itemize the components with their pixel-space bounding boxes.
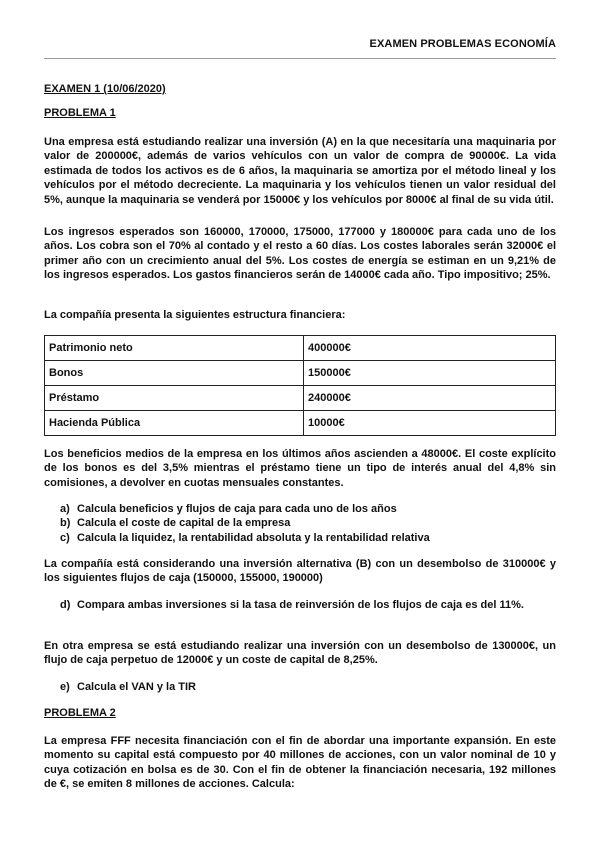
question-list-d <box>60 598 556 612</box>
problema-1-paragraph-4: Los beneficios medios de la empresa en los últimos años ascienden a 48000€. El coste explícito de los bonos es del 3,5% mientras el préstamo tiene un tipo de interés anual del 4,8% sin comisiones, a devolver en cuotas mensuales constantes. <box>44 448 556 489</box>
question-list-abc <box>60 502 556 545</box>
table-row <box>45 386 556 411</box>
problema-1-paragraph-3: La compañía presenta la siguientes estructura financiera: <box>44 309 346 321</box>
table-cell-value: 10000€ <box>304 411 556 436</box>
exam-title: EXAMEN 1 (10/06/2020) <box>44 83 166 95</box>
table-cell-value: 400000€ <box>304 336 556 361</box>
list-item-text: Calcula la liquidez, la rentabilidad absoluta y la rentabilidad relativa <box>77 531 430 544</box>
list-item <box>60 680 556 694</box>
table-row <box>45 411 556 436</box>
list-item <box>60 598 556 612</box>
problema-1-paragraph-5: La compañía está considerando una inversión alternativa (B) con un desembolso de 310000€ y los siguientes flujos de caja (150000, 155000, 190000) <box>44 558 556 585</box>
list-item-marker: a) <box>60 503 70 515</box>
list-item-text: Calcula el coste de capital de la empresa <box>77 517 291 530</box>
list-item-text: Calcula el VAN y la TIR <box>77 681 197 693</box>
problema-1-paragraph-1: Una empresa está estudiando realizar una inversión (A) en la que necesitaría una maquinaria por valor de 200000€, además de varios vehículos con un valor de compra de 90000€. La vida estimada de todos los activos es de 6 años, la maquinaria se amortiza por el método lineal y los vehículos por el método decreciente. La maquinaria y los vehículos tienen un valor residual del 5%, aunque la maquinaria se venderá por 15000€ y los vehículos por 8000€ al final de su vida útil. <box>44 136 556 206</box>
table-cell-label: Hacienda Pública <box>45 411 304 436</box>
table-row <box>45 336 556 361</box>
list-item-marker: e) <box>60 681 70 693</box>
table-cell-label: Bonos <box>45 361 304 386</box>
problema-1-paragraph-2: Los ingresos esperados son 160000, 170000, 175000, 177000 y 180000€ para cada uno de los años. Los cobra son el 70% al contado y el resto a 60 días. Los costes laborales serán 32000€ el primer año con un crecimiento anual del 5%. Los costes de energía se estiman en un 9,21% de los ingresos esperados. Los gastos financieros serán de 14000€ cada año. Tipo impositivo; 25%. <box>44 226 556 282</box>
list-item-marker: b) <box>60 517 71 530</box>
table-row <box>45 361 556 386</box>
table-cell-value: 240000€ <box>304 386 556 411</box>
problema-2-title: PROBLEMA 2 <box>44 707 116 719</box>
problema-1-paragraph-6: En otra empresa se está estudiando realizar una inversión con un desembolso de 130000€, un flujo de caja perpetuo de 12000€ y un coste de capital de 8,25%. <box>44 640 556 667</box>
list-item-marker: d) <box>60 599 71 611</box>
financial-structure-table <box>44 335 556 436</box>
list-item-text: Calcula beneficios y flujos de caja para cada uno de los años <box>77 503 397 515</box>
table-cell-label: Préstamo <box>45 386 304 411</box>
question-list-e <box>60 680 556 694</box>
table-cell-value: 150000€ <box>304 361 556 386</box>
problema-2-paragraph-1: La empresa FFF necesita financiación con el fin de abordar una importante expansión. En este momento su capital está compuesto por 40 millones de acciones, con un valor nominal de 10 y cuya cotización en bolsa es de 30. Con el fin de obtener la financiación necesaria, 192 millones de €, se emiten 8 millones de acciones. Calcula: <box>44 735 556 791</box>
list-item-marker: c) <box>60 531 70 544</box>
problema-1-title: PROBLEMA 1 <box>44 107 116 119</box>
header-divider <box>44 58 556 59</box>
table-cell-label: Patrimonio neto <box>45 336 304 361</box>
list-item-text: Compara ambas inversiones si la tasa de reinversión de los flujos de caja es del 11%. <box>77 599 524 611</box>
list-item <box>60 516 556 530</box>
list-item <box>60 502 556 516</box>
list-item <box>60 531 556 545</box>
header-title: EXAMEN PROBLEMAS ECONOMÍA <box>369 38 556 50</box>
